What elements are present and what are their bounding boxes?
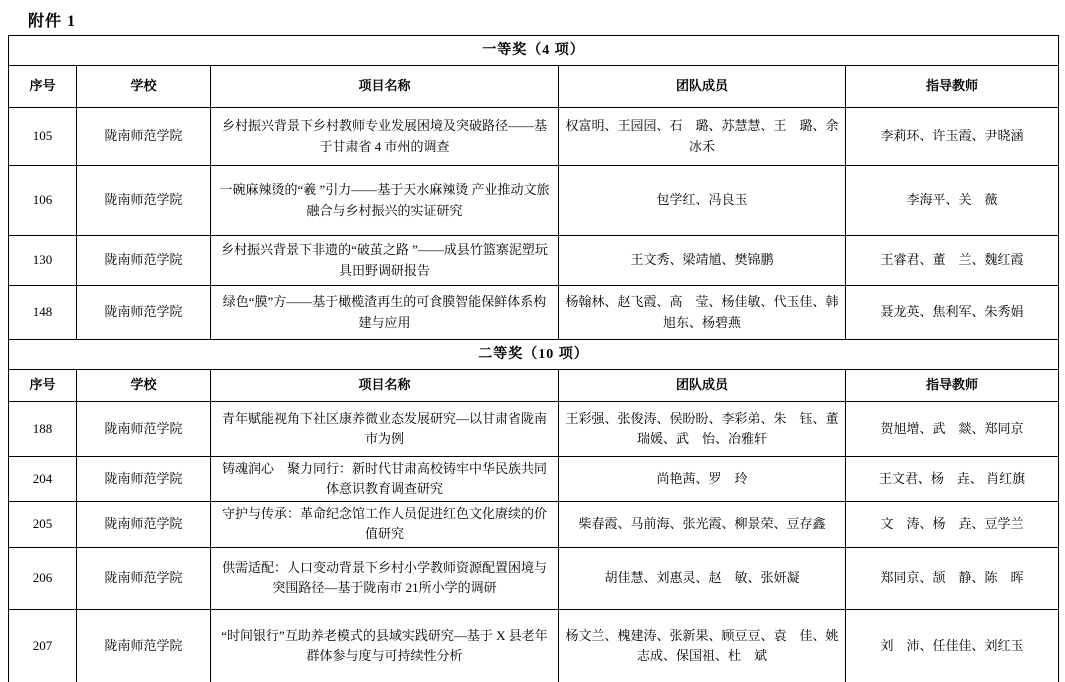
cell-team: 权富明、王园园、石 璐、苏慧慧、王 璐、余冰禾 [559, 108, 846, 166]
cell-project: 守护与传承：革命纪念馆工作人员促进红色文化赓续的价值研究 [211, 502, 559, 547]
cell-team: 柴春霞、马前海、张光霞、柳景荣、豆存鑫 [559, 502, 846, 547]
column-header-advisor: 指导教师 [846, 370, 1059, 402]
cell-school: 陇南师范学院 [77, 547, 211, 609]
cell-team: 王文秀、梁靖馗、樊锦鹏 [559, 236, 846, 286]
cell-project: 供需适配：人口变动背景下乡村小学教师资源配置困境与突围路径—基于陇南市 21所小学的调研 [211, 547, 559, 609]
cell-no: 205 [9, 502, 77, 547]
cell-advisors: 刘 沛、任佳佳、刘红玉 [846, 609, 1059, 682]
column-header-school: 学校 [77, 66, 211, 108]
cell-team: 尚艳茜、罗 玲 [559, 457, 846, 502]
cell-no: 207 [9, 609, 77, 682]
cell-advisors: 王文君、杨 垚、 肖红旗 [846, 457, 1059, 502]
cell-project: 乡村振兴背景下乡村教师专业发展困境及突破路径——基于甘肃省 4 市州的调查 [211, 108, 559, 166]
cell-advisors: 王睿君、董 兰、魏红霞 [846, 236, 1059, 286]
cell-school: 陇南师范学院 [77, 108, 211, 166]
table-row [9, 286, 1059, 340]
cell-project: 青年赋能视角下社区康养微业态发展研究—以甘肃省陇南市为例 [211, 402, 559, 457]
table-row [9, 502, 1059, 547]
column-header-team: 团队成员 [559, 66, 846, 108]
cell-advisors: 李海平、关 薇 [846, 166, 1059, 236]
cell-no: 130 [9, 236, 77, 286]
cell-project: “时间银行”互助养老模式的县域实践研究—基于 X 县老年群体参与度与可持续性分析 [211, 609, 559, 682]
cell-project: 绿色“膜”方——基于橄榄渣再生的可食膜智能保鲜体系构建与应用 [211, 286, 559, 340]
cell-school: 陇南师范学院 [77, 236, 211, 286]
section-title-second-prize: 二等奖（10 项） [9, 340, 1059, 370]
cell-school: 陇南师范学院 [77, 502, 211, 547]
cell-school: 陇南师范学院 [77, 166, 211, 236]
table-row [9, 166, 1059, 236]
table-row [9, 457, 1059, 502]
cell-advisors: 聂龙英、焦利军、朱秀娟 [846, 286, 1059, 340]
cell-school: 陇南师范学院 [77, 402, 211, 457]
table-row [9, 236, 1059, 286]
cell-school: 陇南师范学院 [77, 609, 211, 682]
cell-team: 杨文兰、槐建涛、张新果、顾豆豆、袁 佳、姚志成、保国祖、杜 斌 [559, 609, 846, 682]
table-row [9, 108, 1059, 166]
cell-school: 陇南师范学院 [77, 286, 211, 340]
table-row [9, 547, 1059, 609]
cell-project: 乡村振兴背景下非遗的“破茧之路 ”——成县竹篮寨泥塑玩具田野调研报告 [211, 236, 559, 286]
cell-advisors: 贺旭增、武 燚、郑同京 [846, 402, 1059, 457]
cell-no: 188 [9, 402, 77, 457]
section-title-first-prize: 一等奖（4 项） [9, 36, 1059, 66]
cell-school: 陇南师范学院 [77, 457, 211, 502]
attachment-title: 附件 1 [28, 13, 77, 30]
cell-no: 204 [9, 457, 77, 502]
column-header-project: 项目名称 [211, 370, 559, 402]
cell-no: 105 [9, 108, 77, 166]
column-header-no: 序号 [9, 66, 77, 108]
cell-team: 王彩强、张俊涛、侯盼盼、李彩弟、朱 钰、董瑞媛、武 怡、冶雅轩 [559, 402, 846, 457]
cell-no: 148 [9, 286, 77, 340]
table-row [9, 609, 1059, 682]
cell-team: 包学红、冯良玉 [559, 166, 846, 236]
awards-table [8, 35, 1059, 682]
column-header-no: 序号 [9, 370, 77, 402]
table-row [9, 402, 1059, 457]
cell-advisors: 李莉环、许玉霞、尹晓涵 [846, 108, 1059, 166]
column-header-school: 学校 [77, 370, 211, 402]
cell-team: 杨翰林、赵飞霞、高 莹、杨佳敏、代玉佳、韩旭东、杨碧燕 [559, 286, 846, 340]
cell-project: 一碗麻辣烫的“羲 ”引力——基于天水麻辣烫 产业推动文旅融合与乡村振兴的实证研究 [211, 166, 559, 236]
cell-advisors: 文 涛、杨 垚、豆学兰 [846, 502, 1059, 547]
column-header-project: 项目名称 [211, 66, 559, 108]
column-header-advisor: 指导教师 [846, 66, 1059, 108]
cell-no: 106 [9, 166, 77, 236]
column-header-team: 团队成员 [559, 370, 846, 402]
cell-project: 铸魂润心 聚力同行：新时代甘肃高校铸牢中华民族共同体意识教育调查研究 [211, 457, 559, 502]
cell-advisors: 郑同京、颉 静、陈 晖 [846, 547, 1059, 609]
cell-team: 胡佳慧、刘惠灵、赵 敏、张妍凝 [559, 547, 846, 609]
cell-no: 206 [9, 547, 77, 609]
